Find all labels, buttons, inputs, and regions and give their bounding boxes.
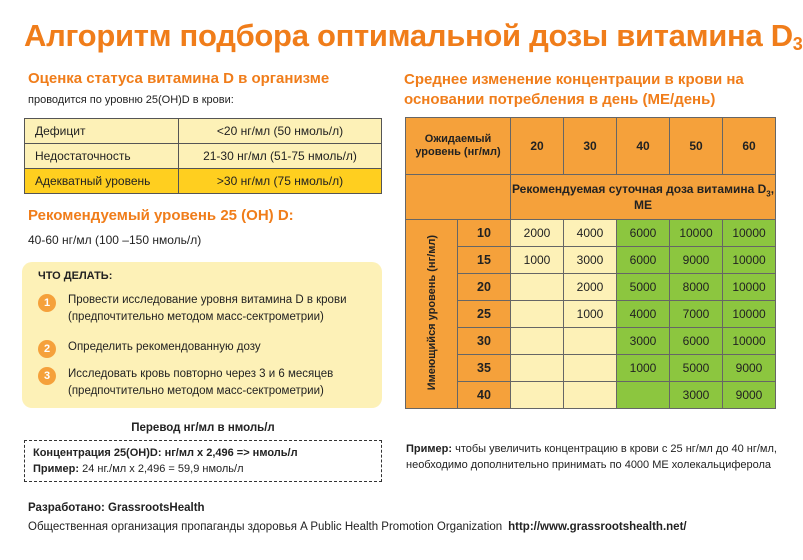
dose-row [406,355,776,382]
dose-cell [564,328,617,355]
status-note: проводится по уровню 25(OH)D в крови: [28,94,234,106]
current-level-label: Имеющийся уровень (нг/мл) [406,220,458,409]
status-value: 21-30 нг/мл (51-75 нмоль/л) [179,144,382,169]
dose-cell: 7000 [670,301,723,328]
dose-cell: 1000 [511,247,564,274]
dose-cell: 9000 [723,355,776,382]
status-label: Дефицит [25,119,179,144]
dose-table [405,117,776,409]
expected-level: 20 [511,118,564,175]
step-text: Определить рекомендованную дозу [68,341,261,353]
dose-cell [511,328,564,355]
todo-box [22,262,382,408]
dose-row [406,220,776,247]
status-table [24,118,382,194]
dose-cell: 1000 [564,301,617,328]
recommended-heading: Рекомендуемый уровень 25 (OH) D: [28,207,294,224]
current-level: 20 [458,274,511,301]
step-number-badge: 2 [38,340,56,358]
todo-heading: ЧТО ДЕЛАТЬ: [38,270,113,282]
step-number-badge: 1 [38,294,56,312]
dose-cell: 9000 [670,247,723,274]
organization-name: Общественная организация пропаганды здоровья A Public Health Promotion Organization [28,521,503,533]
page-title: Алгоритм подбора оптимальной дозы витамина $D_3$ [24,18,803,54]
dose-cell: 2000 [564,274,617,301]
corner-cell [406,175,511,220]
step-text: Провести исследование уровня витамина D в крови (предпочтительно методом масс-сектрометрии) [68,294,347,323]
table-row [25,119,382,144]
status-heading: Оценка статуса витамина D в организме [28,70,330,87]
expected-level: 30 [564,118,617,175]
current-level: 15 [458,247,511,274]
conversion-heading: Перевод нг/мл в нмоль/л [131,422,275,434]
dose-cell: 4000 [564,220,617,247]
organization-url: http://www.grassrootshealth.net/ [508,521,687,533]
expected-level-row [406,118,776,175]
dose-label: Рекомендуемая суточная доза витамина $D_3$, МЕ [511,175,776,220]
table-row [25,169,382,194]
status-label: Адекватный уровень [25,169,179,194]
dose-cell: 4000 [617,301,670,328]
conversion-formula: Концентрация 25(OH)D: нг/мл х 2,496 => нмоль/л [33,447,298,459]
dose-row [406,247,776,274]
dose-cell: 10000 [723,301,776,328]
dose-cell: 10000 [723,220,776,247]
dose-cell: 10000 [723,247,776,274]
dose-cell: 10000 [723,328,776,355]
status-label: Недостаточность [25,144,179,169]
dose-cell [511,301,564,328]
dose-cell [564,355,617,382]
dose-row [406,382,776,409]
dose-cell: 1000 [617,355,670,382]
current-level: 40 [458,382,511,409]
dose-cell: 5000 [617,274,670,301]
table-row [25,144,382,169]
dose-row [406,301,776,328]
dose-cell [511,274,564,301]
dose-cell: 10000 [723,274,776,301]
dose-cell [511,382,564,409]
dose-cell: 9000 [723,382,776,409]
expected-level: 50 [670,118,723,175]
dose-cell: 6000 [670,328,723,355]
step-text: Исследовать кровь повторно через 3 и 6 месяцев (предпочтительно методом масс-сектрометрии) [68,368,334,397]
dose-cell: 3000 [617,328,670,355]
organization-line [28,521,687,533]
current-level: 30 [458,328,511,355]
current-level: 25 [458,301,511,328]
dose-cell: 3000 [670,382,723,409]
conversion-box [24,440,382,482]
current-level: 35 [458,355,511,382]
developer-label: Разработано: GrassrootsHealth [28,502,205,514]
dose-cell: 8000 [670,274,723,301]
dose-cell [617,382,670,409]
expected-level: 60 [723,118,776,175]
dose-cell: 10000 [670,220,723,247]
dose-cell [564,382,617,409]
dose-row [406,274,776,301]
dose-heading: Среднее изменение концентрации в крови на основании потребления в день (МЕ/день) [404,71,744,108]
dose-cell [511,355,564,382]
dose-row [406,328,776,355]
dose-cell: 2000 [511,220,564,247]
recommended-value: 40-60 нг/мл (100 –150 нмоль/л) [28,233,202,247]
dose-cell: 6000 [617,220,670,247]
dose-cell: 6000 [617,247,670,274]
expected-level-label: Ожидаемый уровень (нг/мл) [406,118,511,175]
current-level: 10 [458,220,511,247]
step-number-badge: 3 [38,367,56,385]
dose-cell: 5000 [670,355,723,382]
status-value: <20 нг/мл (50 нмоль/л) [179,119,382,144]
dose-label-row [406,175,776,220]
dose-cell: 3000 [564,247,617,274]
expected-level: 40 [617,118,670,175]
status-value: >30 нг/мл (75 нмоль/л) [179,169,382,194]
example-note: Пример: чтобы увеличить концентрацию в крови с 25 нг/мл до 40 нг/мл, необходимо дополнительно принимать по 4000 МЕ холекальциферола [406,443,777,471]
conversion-example: Пример: 24 нг./мл х 2,496 = 59,9 нмоль/л [33,463,244,475]
